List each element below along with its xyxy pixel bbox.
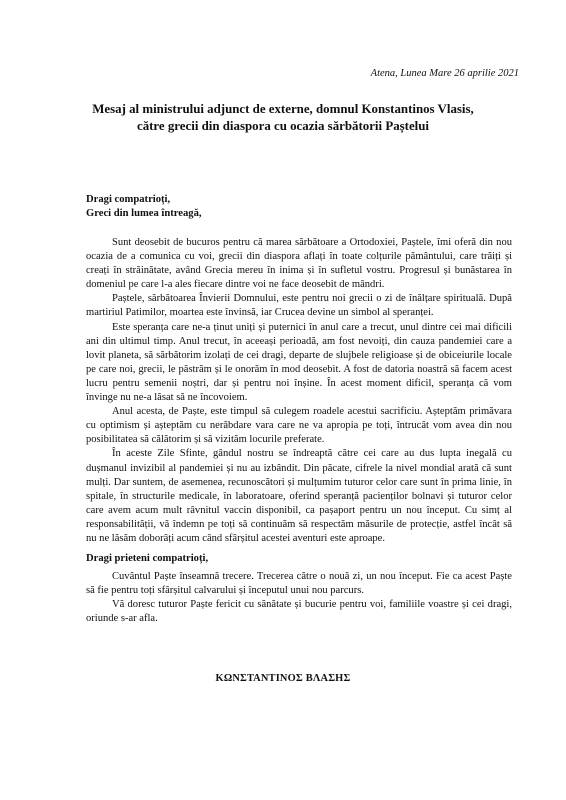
paragraph: În aceste Zile Sfinte, gândul nostru se îndreaptă către cei care au dus lupta inegală cu dușmanul invizibil al pandemiei și nu au izbândit. Din păcate, cifrele la nivel mondial arată că sunt mulți. Dar suntem, de asemenea, recunoscători și mulțumim tuturor celor care sunt în prima linie, în spitale, în structurile medicale, în laboratoare, oferind speranță pacienților bolnavi și tuturor celor care avem acum mult râvnitul vaccin disponibil, ca pașaport pentru un nou început. Cu simț al responsabilității, vă îndemn pe toți să continuăm să respectăm măsurile de protecție, astfel încât să nu ne lăsăm doborâți acum când sfârșitul acestei aventuri este aproape. [86,448,512,544]
second-salutation: Dragi prieteni compatrioți, [86,553,209,564]
dateline: Atena, Lunea Mare 26 aprilie 2021 [370,68,519,79]
paragraph: Cuvântul Paște înseamnă trecere. Trecerea către o nouă zi, un nou început. Fie ca acest Paște să fie pentru toți sfârșitul calvarului și începutul unui nou parcurs. [86,571,512,597]
letter-body [86,236,512,546]
signature: ΚΩΝΣΤΑΝΤΙΝΟΣ ΒΛΑΣΗΣ [215,673,351,684]
paragraph: Este speranța care ne-a ținut uniți și puternici în anul care a trecut, unul dintre cei mai dificili ani din ultimul timp. Anul trecut, în aceeași perioadă, am fost nevoiți, din cauza pandemiei care a lovit planeta, să sărbătorim izolați de cei dragi, departe de slujbele religioase și de obiceiurile locale pe care noi, grecii, le păstrăm și le onorăm în mod deosebit. A fost de datoria noastră să facem acest lucru pentru semenii noștri, dar și pentru noi înșine. În acest moment dificil, speranța că vom învinge nu ne-a lăsat să ne încovoiem. [86,321,512,404]
paragraph: Paștele, sărbătoarea Învierii Domnului, este pentru noi grecii o zi de înălțare spirituală. După martiriul Patimilor, moartea este învinsă, iar Crucea devine un simbol al speranței. [86,293,512,319]
salutation-line-1: Dragi compatrioți, [86,194,171,205]
closing-body [86,570,512,626]
paragraph: Sunt deosebit de bucuros pentru că marea sărbătoare a Ortodoxiei, Paștele, îmi oferă din nou ocazia de a comunica cu voi, grecii din diaspora aflați în toate colțurile pământului, care trăiți și creați în străinătate, având Grecia mereu în inima și în sufletul vostru. Progresul și bunăstarea în domeniul pe care l-a ales fiecare dintre voi ne face deosebit de mândri. [86,237,512,291]
paragraph: Anul acesta, de Paște, este timpul să culegem roadele acestui sacrificiu. Așteptăm primăvara cu optimism și așteptăm cu nerăbdare vara care ne va apropia pe toți, întrucât vom avea din nou posibilitatea să călătorim și să vizităm locurile preferate. [86,406,512,446]
title-line-1: Mesaj al ministrului adjunct de externe, domnul Konstantinos Vlasis, [92,102,474,116]
salutation [86,193,202,221]
paragraph: Vă doresc tuturor Paște fericit cu sănătate și bucurie pentru voi, familiile voastre și cei dragi, oriunde s-ar afla. [86,599,512,625]
document-title [40,101,526,135]
salutation-line-2: Greci din lumea întreagă, [86,208,202,219]
title-line-2: către grecii din diaspora cu ocazia sărbătorii Paștelui [136,119,430,133]
